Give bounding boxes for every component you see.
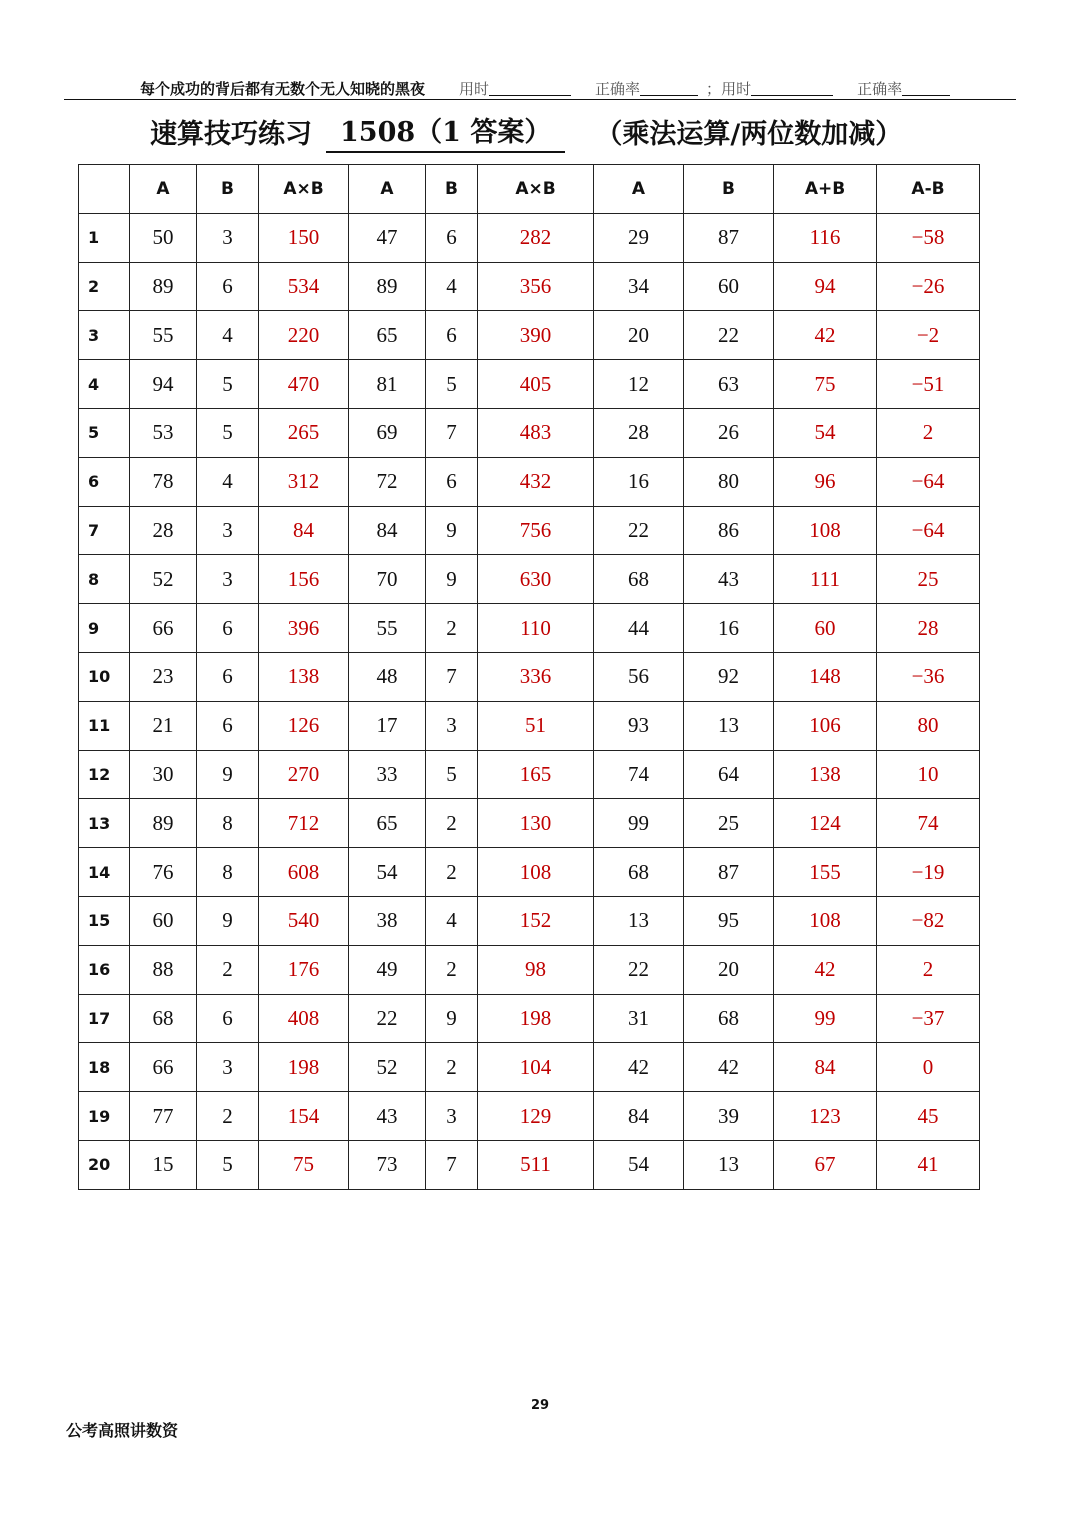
accuracy-label-2: 正确率 (857, 79, 903, 98)
operand-cell: 22 (594, 506, 684, 555)
operand-cell: 89 (130, 262, 197, 311)
answer-cell: −58 (877, 213, 980, 262)
answer-cell: 396 (259, 604, 349, 653)
operand-cell: 94 (130, 360, 197, 409)
table-row (79, 506, 980, 555)
operand-cell: 2 (197, 1092, 259, 1141)
operand-cell: 66 (130, 1043, 197, 1092)
operand-cell: 43 (684, 555, 774, 604)
operand-cell: 54 (594, 1140, 684, 1189)
operand-cell: 2 (426, 1043, 478, 1092)
row-number: 8 (79, 555, 130, 604)
answer-cell: 432 (478, 457, 594, 506)
answer-cell: 270 (259, 750, 349, 799)
operand-cell: 4 (426, 262, 478, 311)
answer-cell: 265 (259, 408, 349, 457)
answer-cell: 94 (774, 262, 877, 311)
operand-cell: 49 (349, 945, 426, 994)
answer-cell: 96 (774, 457, 877, 506)
table-row (79, 701, 980, 750)
title-main: 速算技巧练习 (150, 118, 312, 150)
answer-cell: 106 (774, 701, 877, 750)
answer-cell: 67 (774, 1140, 877, 1189)
operand-cell: 55 (349, 604, 426, 653)
answer-cell: 608 (259, 848, 349, 897)
column-header-product1: A×B (259, 165, 349, 214)
answer-cell: 165 (478, 750, 594, 799)
operand-cell: 74 (594, 750, 684, 799)
operand-cell: 17 (349, 701, 426, 750)
operand-cell: 87 (684, 848, 774, 897)
operand-cell: 73 (349, 1140, 426, 1189)
answer-cell: 756 (478, 506, 594, 555)
table-row (79, 652, 980, 701)
operand-cell: 89 (130, 799, 197, 848)
answer-cell: 540 (259, 896, 349, 945)
operand-cell: 87 (684, 213, 774, 262)
operand-cell: 84 (594, 1092, 684, 1141)
row-number: 2 (79, 262, 130, 311)
operand-cell: 13 (684, 1140, 774, 1189)
answer-cell: 2 (877, 408, 980, 457)
answer-cell: 630 (478, 555, 594, 604)
table-row (79, 408, 980, 457)
page-number: 29 (530, 1398, 550, 1413)
table-row (79, 896, 980, 945)
row-number: 9 (79, 604, 130, 653)
operand-cell: 42 (684, 1043, 774, 1092)
operand-cell: 15 (130, 1140, 197, 1189)
answer-cell: 111 (774, 555, 877, 604)
answer-cell: 116 (774, 213, 877, 262)
operand-cell: 78 (130, 457, 197, 506)
answer-cell: 108 (774, 896, 877, 945)
table-row (79, 750, 980, 799)
operand-cell: 76 (130, 848, 197, 897)
operand-cell: 68 (684, 994, 774, 1043)
operand-cell: 6 (426, 311, 478, 360)
answer-cell: 198 (478, 994, 594, 1043)
answer-cell: −51 (877, 360, 980, 409)
table-row (79, 848, 980, 897)
answer-cell: 74 (877, 799, 980, 848)
answer-cell: 712 (259, 799, 349, 848)
operand-cell: 88 (130, 945, 197, 994)
operand-cell: 7 (426, 652, 478, 701)
operand-cell: 77 (130, 1092, 197, 1141)
operand-cell: 2 (426, 848, 478, 897)
row-number: 3 (79, 311, 130, 360)
operand-cell: 13 (594, 896, 684, 945)
answer-cell: 124 (774, 799, 877, 848)
operand-cell: 99 (594, 799, 684, 848)
operand-cell: 63 (684, 360, 774, 409)
row-number: 16 (79, 945, 130, 994)
operand-cell: 60 (684, 262, 774, 311)
operand-cell: 2 (426, 945, 478, 994)
worksheet-title (150, 110, 902, 152)
operand-cell: 5 (197, 1140, 259, 1189)
operand-cell: 5 (426, 360, 478, 409)
answer-cell: 28 (877, 604, 980, 653)
operand-cell: 3 (197, 555, 259, 604)
answer-cell: 154 (259, 1092, 349, 1141)
answer-cell: 176 (259, 945, 349, 994)
answer-cell: 75 (774, 360, 877, 409)
operand-cell: 33 (349, 750, 426, 799)
answer-cell: 123 (774, 1092, 877, 1141)
answer-cell: −26 (877, 262, 980, 311)
answer-cell: −37 (877, 994, 980, 1043)
operand-cell: 60 (130, 896, 197, 945)
operand-cell: 48 (349, 652, 426, 701)
operand-cell: 93 (594, 701, 684, 750)
column-header-b1: B (197, 165, 259, 214)
row-number: 11 (79, 701, 130, 750)
operand-cell: 3 (426, 701, 478, 750)
answer-cell: 99 (774, 994, 877, 1043)
operand-cell: 39 (684, 1092, 774, 1141)
operand-cell: 26 (684, 408, 774, 457)
answer-cell: 198 (259, 1043, 349, 1092)
answer-cell: 108 (774, 506, 877, 555)
table-row (79, 1092, 980, 1141)
table-header-row (79, 165, 980, 214)
operand-cell: 12 (594, 360, 684, 409)
operand-cell: 6 (426, 213, 478, 262)
operand-cell: 9 (426, 994, 478, 1043)
answer-cell: −64 (877, 506, 980, 555)
operand-cell: 70 (349, 555, 426, 604)
operand-cell: 64 (684, 750, 774, 799)
operand-cell: 86 (684, 506, 774, 555)
column-header-a3: A (594, 165, 684, 214)
answer-cell: 42 (774, 311, 877, 360)
answer-cell: 75 (259, 1140, 349, 1189)
table-row (79, 555, 980, 604)
table-row (79, 1140, 980, 1189)
answer-cell: 336 (478, 652, 594, 701)
operand-cell: 56 (594, 652, 684, 701)
column-header-sum: A+B (774, 165, 877, 214)
operand-cell: 2 (426, 604, 478, 653)
operand-cell: 8 (197, 799, 259, 848)
answer-cell: 282 (478, 213, 594, 262)
answer-cell: 80 (877, 701, 980, 750)
operand-cell: 7 (426, 408, 478, 457)
answer-cell: 155 (774, 848, 877, 897)
row-number: 17 (79, 994, 130, 1043)
table-row (79, 457, 980, 506)
operand-cell: 6 (197, 262, 259, 311)
footer-brand: 公考高照讲数资 (66, 1421, 179, 1440)
table-row (79, 213, 980, 262)
operand-cell: 22 (349, 994, 426, 1043)
operand-cell: 22 (594, 945, 684, 994)
answer-cell: 84 (259, 506, 349, 555)
answer-cell: 126 (259, 701, 349, 750)
operand-cell: 16 (684, 604, 774, 653)
operand-cell: 30 (130, 750, 197, 799)
answer-cell: 110 (478, 604, 594, 653)
row-number: 13 (79, 799, 130, 848)
answer-cell: −64 (877, 457, 980, 506)
accuracy-label-1: 正确率 (595, 79, 641, 98)
operand-cell: 50 (130, 213, 197, 262)
operand-cell: 54 (349, 848, 426, 897)
operand-cell: 29 (594, 213, 684, 262)
answer-cell: 156 (259, 555, 349, 604)
time-blank-1[interactable] (489, 80, 571, 96)
answer-cell: 108 (478, 848, 594, 897)
operand-cell: 5 (197, 360, 259, 409)
answer-cell: 150 (259, 213, 349, 262)
operand-cell: 53 (130, 408, 197, 457)
column-header-a1: A (130, 165, 197, 214)
row-number: 6 (79, 457, 130, 506)
operand-cell: 4 (426, 896, 478, 945)
operand-cell: 9 (426, 506, 478, 555)
header-line (140, 76, 1020, 100)
answer-cell: 25 (877, 555, 980, 604)
answer-cell: 511 (478, 1140, 594, 1189)
table-row (79, 311, 980, 360)
operand-cell: 6 (426, 457, 478, 506)
operand-cell: 95 (684, 896, 774, 945)
answer-cell: 2 (877, 945, 980, 994)
operand-cell: 9 (197, 896, 259, 945)
answer-cell: −82 (877, 896, 980, 945)
answer-cell: 60 (774, 604, 877, 653)
operand-cell: 3 (197, 506, 259, 555)
row-number: 5 (79, 408, 130, 457)
answer-cell: −19 (877, 848, 980, 897)
operand-cell: 25 (684, 799, 774, 848)
operand-cell: 38 (349, 896, 426, 945)
column-header-index (79, 165, 130, 214)
row-number: 10 (79, 652, 130, 701)
operand-cell: 89 (349, 262, 426, 311)
operand-cell: 34 (594, 262, 684, 311)
row-number: 14 (79, 848, 130, 897)
answer-cell: 98 (478, 945, 594, 994)
operand-cell: 92 (684, 652, 774, 701)
operand-cell: 13 (684, 701, 774, 750)
operand-cell: 20 (684, 945, 774, 994)
answer-cell: 405 (478, 360, 594, 409)
operand-cell: 3 (197, 1043, 259, 1092)
operand-cell: 52 (349, 1043, 426, 1092)
operand-cell: 7 (426, 1140, 478, 1189)
header-divider (64, 99, 1016, 100)
operand-cell: 6 (197, 994, 259, 1043)
time-label-2: 用时 (721, 79, 752, 98)
operand-cell: 68 (594, 848, 684, 897)
operand-cell: 9 (426, 555, 478, 604)
operand-cell: 44 (594, 604, 684, 653)
operand-cell: 55 (130, 311, 197, 360)
answer-cell: 51 (478, 701, 594, 750)
title-number: 1508（1 答案） (326, 110, 565, 153)
answer-cell: 148 (774, 652, 877, 701)
operand-cell: 31 (594, 994, 684, 1043)
title-subtitle: （乘法运算/两位数加减） (595, 118, 903, 150)
answer-cell: 84 (774, 1043, 877, 1092)
answer-cell: 0 (877, 1043, 980, 1092)
time-label-1: 用时 (459, 79, 490, 98)
operand-cell: 28 (130, 506, 197, 555)
column-header-product2: A×B (478, 165, 594, 214)
table-row (79, 262, 980, 311)
table-row (79, 799, 980, 848)
answer-cell: 130 (478, 799, 594, 848)
time-blank-2[interactable] (751, 80, 833, 96)
operand-cell: 84 (349, 506, 426, 555)
table-row (79, 604, 980, 653)
answer-cell: 390 (478, 311, 594, 360)
answer-cell: 408 (259, 994, 349, 1043)
answer-cell: 152 (478, 896, 594, 945)
column-header-b3: B (684, 165, 774, 214)
operand-cell: 4 (197, 311, 259, 360)
operand-cell: 9 (197, 750, 259, 799)
row-number: 7 (79, 506, 130, 555)
operand-cell: 22 (684, 311, 774, 360)
table-row (79, 360, 980, 409)
operand-cell: 28 (594, 408, 684, 457)
row-number: 20 (79, 1140, 130, 1189)
operand-cell: 6 (197, 701, 259, 750)
table-row (79, 945, 980, 994)
row-number: 18 (79, 1043, 130, 1092)
row-number: 12 (79, 750, 130, 799)
operand-cell: 52 (130, 555, 197, 604)
operand-cell: 4 (197, 457, 259, 506)
answer-table (78, 164, 980, 1190)
operand-cell: 66 (130, 604, 197, 653)
answer-cell: −2 (877, 311, 980, 360)
operand-cell: 2 (426, 799, 478, 848)
row-number: 19 (79, 1092, 130, 1141)
answer-cell: −36 (877, 652, 980, 701)
answer-cell: 45 (877, 1092, 980, 1141)
operand-cell: 8 (197, 848, 259, 897)
operand-cell: 68 (594, 555, 684, 604)
answer-cell: 129 (478, 1092, 594, 1141)
row-number: 1 (79, 213, 130, 262)
motto: 每个成功的背后都有无数个无人知晓的黑夜 (140, 79, 426, 98)
operand-cell: 3 (426, 1092, 478, 1141)
operand-cell: 68 (130, 994, 197, 1043)
header-separator: ； (706, 79, 722, 98)
operand-cell: 6 (197, 604, 259, 653)
accuracy-blank-2[interactable] (902, 80, 950, 96)
operand-cell: 16 (594, 457, 684, 506)
operand-cell: 6 (197, 652, 259, 701)
answer-cell: 42 (774, 945, 877, 994)
answer-cell: 534 (259, 262, 349, 311)
operand-cell: 20 (594, 311, 684, 360)
table-row (79, 1043, 980, 1092)
table-body (79, 213, 980, 1189)
answer-cell: 104 (478, 1043, 594, 1092)
operand-cell: 23 (130, 652, 197, 701)
operand-cell: 5 (426, 750, 478, 799)
table-row (79, 994, 980, 1043)
answer-cell: 41 (877, 1140, 980, 1189)
answer-cell: 138 (259, 652, 349, 701)
answer-cell: 356 (478, 262, 594, 311)
operand-cell: 65 (349, 799, 426, 848)
operand-cell: 81 (349, 360, 426, 409)
column-header-a2: A (349, 165, 426, 214)
row-number: 4 (79, 360, 130, 409)
answer-cell: 54 (774, 408, 877, 457)
operand-cell: 3 (197, 213, 259, 262)
answer-cell: 312 (259, 457, 349, 506)
operand-cell: 43 (349, 1092, 426, 1141)
operand-cell: 65 (349, 311, 426, 360)
answer-cell: 470 (259, 360, 349, 409)
operand-cell: 2 (197, 945, 259, 994)
accuracy-blank-1[interactable] (640, 80, 698, 96)
operand-cell: 5 (197, 408, 259, 457)
row-number: 15 (79, 896, 130, 945)
operand-cell: 72 (349, 457, 426, 506)
operand-cell: 69 (349, 408, 426, 457)
operand-cell: 80 (684, 457, 774, 506)
answer-cell: 138 (774, 750, 877, 799)
operand-cell: 42 (594, 1043, 684, 1092)
answer-cell: 10 (877, 750, 980, 799)
answer-cell: 483 (478, 408, 594, 457)
column-header-difference: A-B (877, 165, 980, 214)
operand-cell: 47 (349, 213, 426, 262)
column-header-b2: B (426, 165, 478, 214)
operand-cell: 21 (130, 701, 197, 750)
answer-cell: 220 (259, 311, 349, 360)
